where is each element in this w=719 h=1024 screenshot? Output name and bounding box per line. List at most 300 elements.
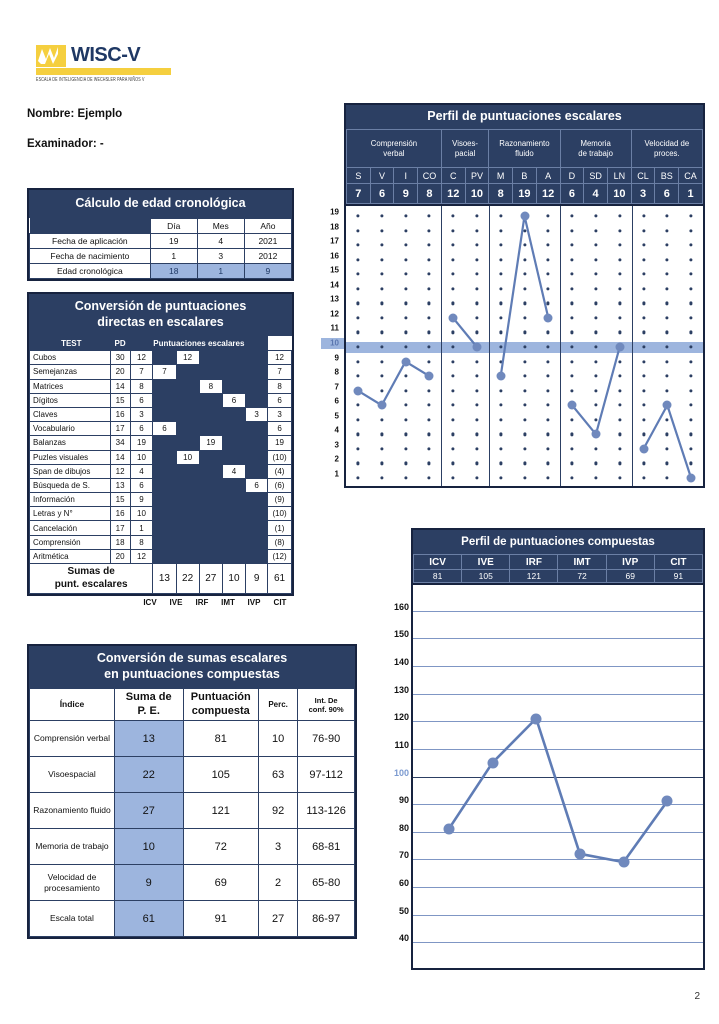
table-row — [30, 521, 292, 535]
grid-dot — [475, 258, 478, 261]
grid-dot — [499, 418, 502, 421]
composite-marker — [531, 713, 542, 724]
grid-dot — [356, 433, 359, 436]
conv-index-cell: 10 — [176, 450, 199, 464]
conv-pd-value: 16 — [110, 407, 130, 421]
conv-sum-value: 13 — [153, 564, 176, 594]
conv-index-cell: 8 — [199, 379, 222, 393]
grid-dot — [690, 433, 693, 436]
scaled-value-cell: 3 — [631, 184, 655, 204]
grid-dot — [690, 331, 693, 334]
table-row — [30, 493, 292, 507]
grid-dot — [666, 258, 669, 261]
grid-dot — [547, 258, 550, 261]
scaled-value-cell: 1 — [679, 184, 703, 204]
composite-profile-header-table — [413, 554, 703, 583]
grid-dot — [356, 331, 359, 334]
grid-dot — [380, 433, 383, 436]
conv-test-name: Información — [30, 493, 111, 507]
conv-header-row — [30, 337, 292, 351]
age-calculation-panel — [27, 188, 294, 281]
grid-dot — [594, 273, 597, 276]
grid-dot — [594, 476, 597, 479]
grid-dot — [475, 418, 478, 421]
cc-ci-value: 86-97 — [298, 901, 355, 937]
conv-test-name: Búsqueda de S. — [30, 478, 111, 492]
grid-dot — [666, 302, 669, 305]
conv-sum-value: 22 — [176, 564, 199, 594]
grid-dot — [547, 331, 550, 334]
score-marker — [663, 401, 672, 410]
conv-sum-value: 10 — [222, 564, 245, 594]
grid-dot — [571, 331, 574, 334]
grid-dot — [475, 273, 478, 276]
conv-index-cell: 19 — [268, 436, 292, 450]
grid-dot — [380, 302, 383, 305]
grid-dot — [618, 375, 621, 378]
grid-dot — [642, 214, 645, 217]
wisc-logo — [36, 44, 196, 81]
grid-dot — [594, 214, 597, 217]
domain-cell: Comprensión verbal — [347, 130, 442, 168]
grid-dot — [523, 389, 526, 392]
abbr-cell: PV — [465, 168, 489, 184]
conv-index-cell — [199, 464, 222, 478]
grid-dot — [618, 214, 621, 217]
conv-index-cell — [176, 422, 199, 436]
composite-label-cell: IVP — [606, 555, 654, 570]
grid-dot — [404, 244, 407, 247]
grid-dot — [523, 258, 526, 261]
grid-dot — [642, 389, 645, 392]
grid-dot — [404, 433, 407, 436]
conv-index-cell — [246, 521, 268, 535]
group-separator — [632, 206, 633, 486]
age-cell-result: 1 — [197, 264, 244, 279]
grid-dot — [499, 433, 502, 436]
grid-dot — [547, 476, 550, 479]
conv-index-cell — [176, 507, 199, 521]
grid-dot — [666, 389, 669, 392]
grid-dot — [356, 316, 359, 319]
table-row — [30, 379, 292, 393]
cc-compuesta-value: 105 — [183, 757, 258, 793]
grid-dot — [594, 287, 597, 290]
grid-dot — [571, 418, 574, 421]
grid-dot — [475, 389, 478, 392]
conv-scaled-value: 8 — [130, 535, 153, 549]
cc-suma-value: 10 — [114, 829, 183, 865]
grid-dot — [547, 462, 550, 465]
scaled-value-cell: 4 — [584, 184, 608, 204]
composite-value-cell: 91 — [654, 570, 702, 583]
conv-index-cell — [153, 535, 176, 549]
grid-dot — [404, 287, 407, 290]
grid-dot — [618, 287, 621, 290]
conv-index-cell — [222, 535, 245, 549]
grid-dot — [618, 404, 621, 407]
scaled-profile-title: Perfil de puntuaciones escalares — [346, 105, 703, 129]
conv-index-cell: 3 — [268, 407, 292, 421]
grid-dot — [642, 244, 645, 247]
grid-dot — [666, 316, 669, 319]
score-marker — [401, 357, 410, 366]
grid-dot — [356, 229, 359, 232]
table-row — [30, 721, 355, 757]
grid-dot — [523, 476, 526, 479]
grid-dot — [452, 229, 455, 232]
grid-dot — [499, 287, 502, 290]
grid-dot — [523, 418, 526, 421]
grid-dot — [571, 462, 574, 465]
conv-test-name: Cancelación — [30, 521, 111, 535]
conv-index-cell — [222, 450, 245, 464]
conv-index-cell — [222, 549, 245, 563]
cc-suma-value: 13 — [114, 721, 183, 757]
grid-dot — [547, 375, 550, 378]
grid-dot — [452, 447, 455, 450]
grid-dot — [618, 389, 621, 392]
conv-pd-value: 14 — [110, 379, 130, 393]
composite-marker — [662, 796, 673, 807]
conv-test-name: Comprensión — [30, 535, 111, 549]
grid-dot — [380, 287, 383, 290]
age-row-label: Edad cronológica — [30, 264, 151, 279]
grid-dot — [428, 476, 431, 479]
y-axis-label: 60 — [398, 877, 409, 888]
age-table — [29, 218, 292, 279]
grid-dot — [499, 302, 502, 305]
y-axis-label: 70 — [398, 850, 409, 861]
grid-dot — [428, 447, 431, 450]
conv-index-cell — [153, 351, 176, 365]
age-cell-result: 18 — [150, 264, 197, 279]
abbreviation-row — [347, 168, 703, 184]
conv-index-cell: (8) — [268, 535, 292, 549]
grid-dot — [571, 302, 574, 305]
conv-index-cell — [246, 493, 268, 507]
grid-dot — [690, 273, 693, 276]
conv-test-name: Matrices — [30, 379, 111, 393]
grid-dot — [594, 389, 597, 392]
domain-cell: Memoria de trabajo — [560, 130, 631, 168]
index-code-row — [27, 598, 294, 607]
cc-col-comp-l2: compuesta — [191, 704, 250, 717]
grid-dot — [499, 404, 502, 407]
conv-index-cell: 3 — [246, 407, 268, 421]
grid-dot — [356, 476, 359, 479]
composite-value-cell: 69 — [606, 570, 654, 583]
grid-dot — [499, 476, 502, 479]
grid-dot — [475, 404, 478, 407]
conv-index-cell — [199, 549, 222, 563]
conv-index-cell — [176, 393, 199, 407]
conv-scaled-value: 10 — [130, 507, 153, 521]
conversion-title-line1: Conversión de puntuaciones — [74, 299, 247, 314]
conv-index-cell: 6 — [222, 393, 245, 407]
conv-index-cell — [153, 521, 176, 535]
cc-ci-value: 113-126 — [298, 793, 355, 829]
grid-dot — [475, 447, 478, 450]
table-row — [30, 507, 292, 521]
grid-dot — [499, 462, 502, 465]
y-axis-label: 40 — [398, 933, 409, 944]
grid-dot — [452, 258, 455, 261]
table-row — [30, 365, 292, 379]
grid-dot — [380, 389, 383, 392]
abbr-cell: BS — [655, 168, 679, 184]
conv-index-cell — [153, 407, 176, 421]
conv-index-cell — [246, 450, 268, 464]
page-number: 2 — [694, 991, 700, 1002]
conv-index-cell — [176, 521, 199, 535]
grid-dot — [404, 404, 407, 407]
group-separator — [560, 206, 561, 486]
composite-label-cell: IVE — [462, 555, 510, 570]
grid-dot — [690, 316, 693, 319]
abbr-cell: B — [513, 168, 537, 184]
abbr-cell: D — [560, 168, 584, 184]
grid-dot — [690, 287, 693, 290]
grid-dot — [428, 273, 431, 276]
cc-perc-value: 10 — [258, 721, 297, 757]
grid-dot — [404, 418, 407, 421]
y-axis-label: 110 — [394, 739, 409, 750]
conversion-panel — [27, 292, 294, 596]
grid-dot — [594, 258, 597, 261]
grid-dot — [618, 462, 621, 465]
conv-index-cell: 12 — [176, 351, 199, 365]
cc-compuesta-value: 72 — [183, 829, 258, 865]
grid-dot — [404, 214, 407, 217]
grid-dot — [666, 273, 669, 276]
abbr-cell: I — [394, 168, 418, 184]
conv-test-name: Letras y N° — [30, 507, 111, 521]
abbr-cell: CA — [679, 168, 703, 184]
grid-dot — [594, 360, 597, 363]
grid-dot — [452, 433, 455, 436]
grid-dot — [475, 287, 478, 290]
grid-dot — [356, 418, 359, 421]
y-axis-label: 12 — [330, 309, 339, 319]
cc-index-name: Velocidad de procesamiento — [30, 865, 115, 901]
table-row — [30, 757, 355, 793]
abbr-cell: SD — [584, 168, 608, 184]
conv-pd-value: 15 — [110, 493, 130, 507]
cc-index-name: Memoria de trabajo — [30, 829, 115, 865]
grid-dot — [642, 331, 645, 334]
conv-scaled-value: 19 — [130, 436, 153, 450]
index-code: IVE — [169, 598, 183, 607]
composite-conversion-table — [29, 688, 355, 937]
conv-index-cell: 8 — [268, 379, 292, 393]
grid-dot — [642, 375, 645, 378]
grid-dot — [380, 331, 383, 334]
grid-dot — [428, 244, 431, 247]
grid-dot — [571, 447, 574, 450]
grid-dot — [404, 273, 407, 276]
conv-index-cell — [246, 436, 268, 450]
grid-dot — [547, 229, 550, 232]
grid-dot — [356, 214, 359, 217]
grid-dot — [523, 331, 526, 334]
conv-index-cell — [222, 379, 245, 393]
age-corner-cell — [30, 219, 151, 234]
score-marker — [544, 313, 553, 322]
conv-index-cell: 6 — [153, 422, 176, 436]
score-marker — [520, 212, 529, 221]
y-axis-label: 10 — [330, 338, 339, 348]
conv-index-cell — [176, 379, 199, 393]
grid-dot — [690, 418, 693, 421]
conv-index-cell — [199, 393, 222, 407]
cc-col-ci-l2: conf. 90% — [308, 704, 344, 714]
grid-dot — [666, 375, 669, 378]
scaled-value-cell: 6 — [560, 184, 584, 204]
grid-dot — [618, 302, 621, 305]
scaled-value-cell: 12 — [441, 184, 465, 204]
grid-dot — [523, 404, 526, 407]
grid-dot — [642, 229, 645, 232]
conv-test-name: Span de dibujos — [30, 464, 111, 478]
grid-dot — [571, 258, 574, 261]
conv-pd-value: 13 — [110, 478, 130, 492]
conv-index-cell — [176, 464, 199, 478]
grid-dot — [452, 375, 455, 378]
composite-label-row — [414, 555, 703, 570]
conv-index-cell: (10) — [268, 450, 292, 464]
conv-test-name: Aritmética — [30, 549, 111, 563]
conv-pd-value: 18 — [110, 535, 130, 549]
abbr-cell: CL — [631, 168, 655, 184]
grid-dot — [666, 287, 669, 290]
age-header-row — [30, 219, 292, 234]
grid-dot — [571, 229, 574, 232]
grid-dot — [642, 258, 645, 261]
conv-pd-value: 15 — [110, 393, 130, 407]
cc-col-suma — [114, 689, 183, 721]
conv-index-cell: 6 — [268, 393, 292, 407]
logo-gold-bar — [36, 68, 171, 75]
conv-index-cell: 19 — [199, 436, 222, 450]
conv-test-name: Dígitos — [30, 393, 111, 407]
grid-dot — [547, 360, 550, 363]
conv-scaled-value: 4 — [130, 464, 153, 478]
grid-dot — [404, 229, 407, 232]
conv-index-cell: (12) — [268, 549, 292, 563]
conv-test-name: Claves — [30, 407, 111, 421]
conv-scaled-value: 8 — [130, 379, 153, 393]
grid-dot — [523, 462, 526, 465]
conv-index-cell — [153, 507, 176, 521]
grid-dot — [642, 316, 645, 319]
table-row — [30, 407, 292, 421]
grid-dot — [404, 331, 407, 334]
grid-dot — [499, 331, 502, 334]
conv-index-cell — [199, 478, 222, 492]
table-row — [30, 829, 355, 865]
grid-dot — [571, 360, 574, 363]
grid-dot — [380, 360, 383, 363]
scaled-value-cell: 12 — [536, 184, 560, 204]
conversion-title-line2: directas en escalares — [97, 315, 224, 329]
conv-index-cell — [246, 393, 268, 407]
age-row-label: Fecha de aplicación — [30, 234, 151, 249]
cc-perc-value: 92 — [258, 793, 297, 829]
conv-index-cell — [153, 464, 176, 478]
wisc-w-mark-icon — [36, 45, 66, 67]
composite-marker — [443, 823, 454, 834]
cc-ci-value: 97-112 — [298, 757, 355, 793]
grid-dot — [547, 214, 550, 217]
conv-col-pd: PD — [110, 337, 130, 351]
conv-index-cell — [246, 549, 268, 563]
age-cell: 4 — [197, 234, 244, 249]
grid-dot — [452, 404, 455, 407]
cc-ci-value: 65-80 — [298, 865, 355, 901]
abbr-cell: A — [536, 168, 560, 184]
conv-index-cell — [222, 351, 245, 365]
y-axis-label: 19 — [330, 207, 339, 217]
grid-dot — [499, 360, 502, 363]
conv-index-cell — [222, 478, 245, 492]
grid-dot — [642, 462, 645, 465]
conv-pd-value: 12 — [110, 464, 130, 478]
conv-index-cell — [222, 365, 245, 379]
grid-dot — [428, 331, 431, 334]
conv-sum-value: 61 — [268, 564, 292, 594]
grid-dot — [618, 418, 621, 421]
grid-dot — [499, 316, 502, 319]
grid-dot — [690, 389, 693, 392]
grid-dot — [499, 273, 502, 276]
y-axis-label: 50 — [398, 905, 409, 916]
grid-dot — [475, 375, 478, 378]
cc-compuesta-value: 81 — [183, 721, 258, 757]
grid-dot — [356, 447, 359, 450]
conv-index-cell — [246, 351, 268, 365]
grid-dot — [356, 302, 359, 305]
grid-dot — [547, 302, 550, 305]
cc-col-perc: Perc. — [258, 689, 297, 721]
grid-dot — [666, 433, 669, 436]
y-axis-label: 14 — [330, 280, 339, 290]
table-row — [30, 464, 292, 478]
grid-dot — [452, 360, 455, 363]
grid-dot — [452, 302, 455, 305]
y-axis-label: 15 — [330, 265, 339, 275]
conv-index-cell — [199, 407, 222, 421]
examinador-field: Examinador: - — [27, 138, 104, 150]
grid-dot — [499, 214, 502, 217]
domain-cell: Velocidad de proces. — [631, 130, 702, 168]
index-code: IVP — [247, 598, 261, 607]
grid-dot — [452, 287, 455, 290]
grid-dot — [404, 447, 407, 450]
grid-dot — [499, 389, 502, 392]
cc-suma-value: 27 — [114, 793, 183, 829]
abbr-cell: M — [489, 168, 513, 184]
score-marker — [449, 313, 458, 322]
grid-dot — [547, 389, 550, 392]
grid-dot — [428, 214, 431, 217]
abbr-cell: CO — [418, 168, 442, 184]
conv-col-test: TEST — [30, 337, 111, 351]
conv-index-cell — [222, 407, 245, 421]
conv-pd-value: 20 — [110, 549, 130, 563]
conv-index-cell — [176, 549, 199, 563]
grid-dot — [475, 462, 478, 465]
